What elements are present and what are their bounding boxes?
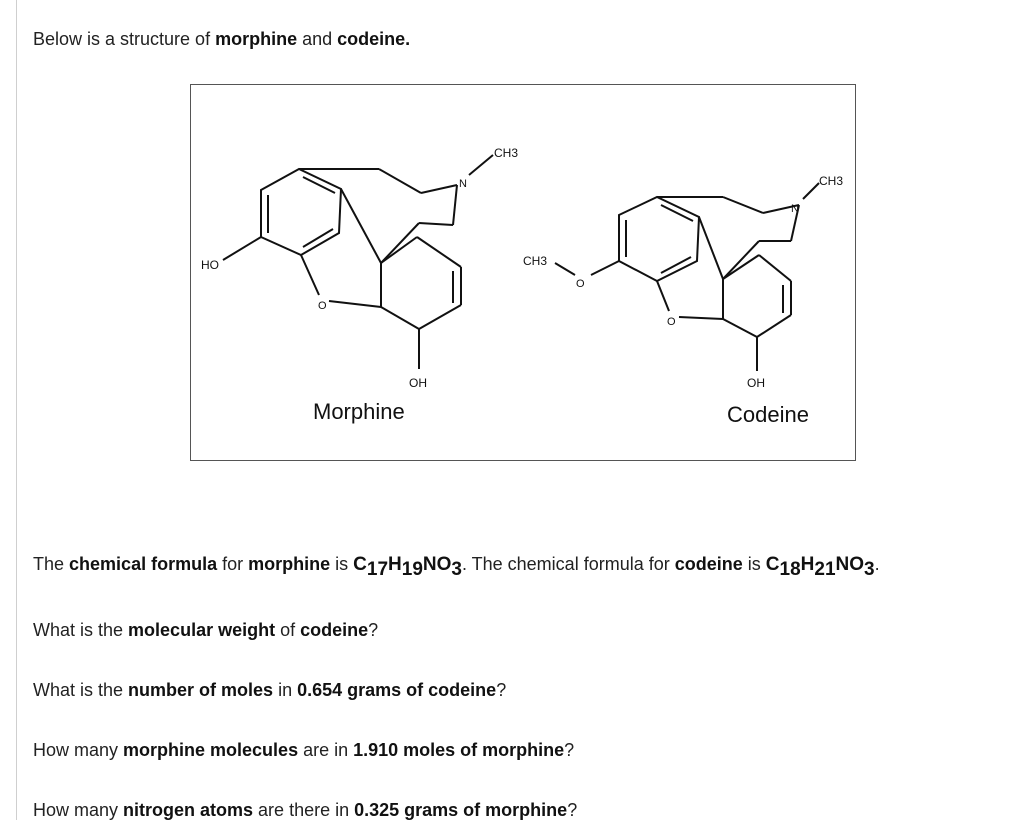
codeine-term: codeine. <box>337 29 411 49</box>
morphine-o-label: O <box>318 300 327 312</box>
formula-text: The chemical formula for morphine is $C_{17}H_{19}NO_3$. The chemical formula for codeine is $C_{18}H_{21}NO_3$. <box>33 554 880 580</box>
codeine-o-label: O <box>667 316 676 328</box>
morphine-oh-label: OH <box>409 376 427 390</box>
morphine-n-label: N <box>459 178 467 190</box>
codeine-n-label: N <box>791 203 799 215</box>
codeine-ch3-label: CH3 <box>819 174 844 188</box>
codeine-structure <box>555 183 819 371</box>
structure-figure <box>190 84 856 461</box>
morphine-ho-label: HO <box>201 258 219 272</box>
codeine-oh-label: OH <box>747 376 765 390</box>
codeine-name: Codeine <box>727 402 809 427</box>
codeine-formula: $C_{18}H_{21}NO_3$ <box>765 554 875 580</box>
codeine-ch3-methoxy-label: CH3 <box>523 254 548 268</box>
question-molecular-weight: What is the molecular weight of codeine? <box>33 620 379 640</box>
intro-text: Below is a structure of morphine and codeine. <box>33 29 411 49</box>
question-nitrogen-atoms: How many nitrogen atoms are there in 0.325 grams of morphine? <box>33 800 578 820</box>
morphine-ch3-label: CH3 <box>494 146 519 160</box>
morphine-term: morphine <box>215 29 298 49</box>
morphine-formula: $C_{17}H_{19}NO_3$ <box>353 554 462 580</box>
question-moles: What is the number of moles in 0.654 grams of codeine? <box>33 680 507 700</box>
question-molecules: How many morphine molecules are in 1.910 moles of morphine? <box>33 740 575 760</box>
morphine-name: Morphine <box>313 399 405 424</box>
morphine-structure <box>223 155 493 369</box>
codeine-methoxy-o-label: O <box>576 278 585 290</box>
left-border <box>16 0 17 820</box>
